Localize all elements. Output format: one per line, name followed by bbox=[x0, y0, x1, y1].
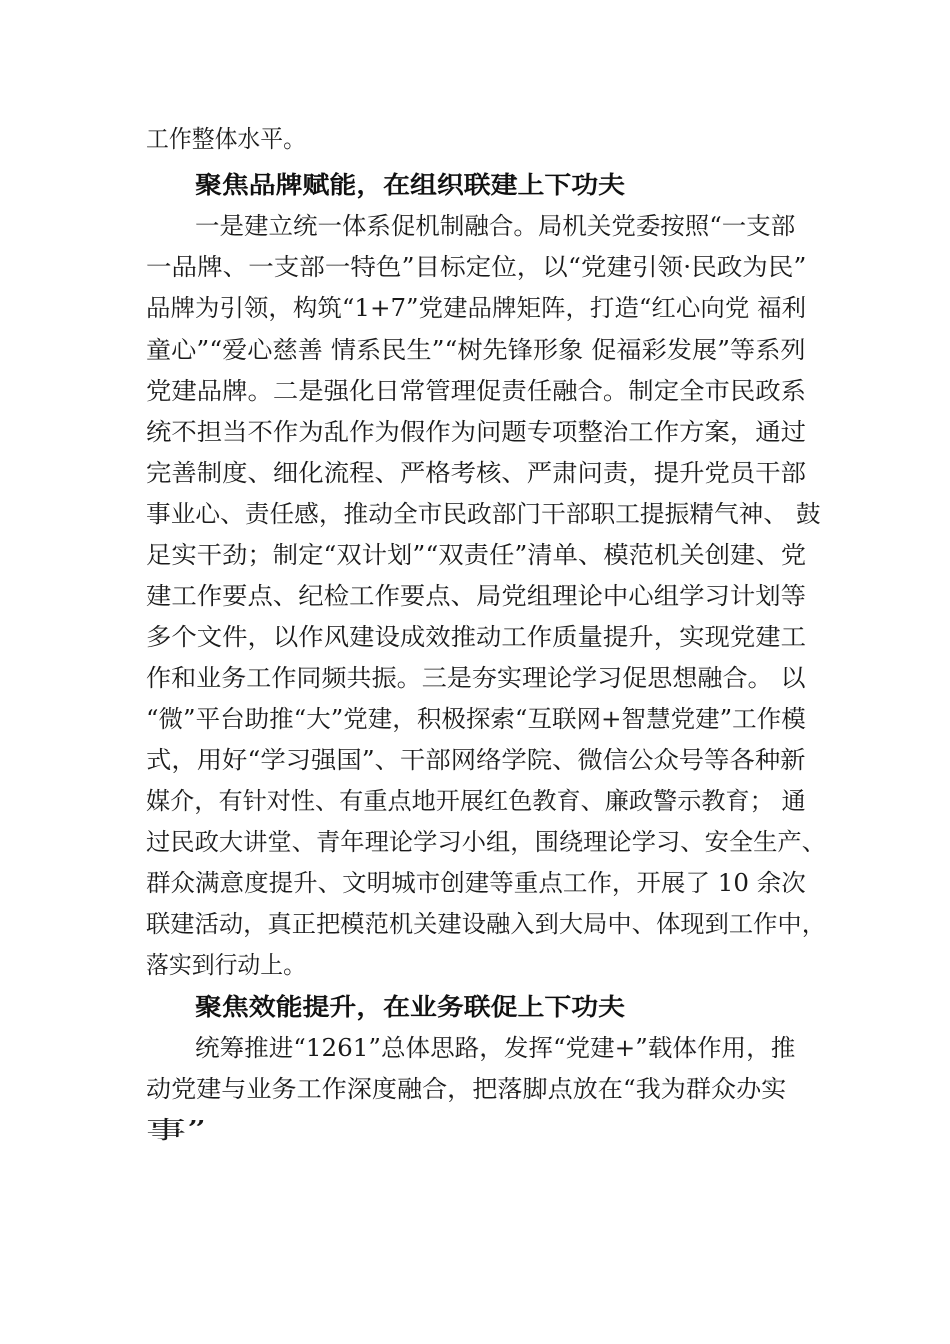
body-text-line: 事业心、责任感，推动全市民政部门干部职工提振精气神、 鼓 bbox=[146, 500, 821, 528]
body-text-line: 统不担当不作为乱作为假作为问题专项整治工作方案，通过 bbox=[146, 418, 806, 446]
body-text-line: 动党建与业务工作深度融合，把落脚点放在“我为群众办实 bbox=[146, 1075, 787, 1103]
body-text-line: 式，用好“学习强国”、干部网络学院、微信公众号等各种新 bbox=[146, 746, 806, 774]
body-text-line: 落实到行动上。 bbox=[146, 951, 306, 979]
body-text-line: 作和业务工作同频共振。三是夯实理论学习促思想融合。 以 bbox=[146, 664, 806, 692]
section-heading: 聚焦品牌赋能，在组织联建上下功夫 bbox=[195, 171, 625, 199]
body-text-line: 群众满意度提升、文明城市创建等重点工作，开展了 10 余次 bbox=[146, 869, 806, 897]
body-text-line: “微”平台助推“大”党建，积极探索“互联网+智慧党建”工作模 bbox=[146, 705, 806, 733]
body-text-line: 工作整体水平。 bbox=[146, 125, 306, 153]
body-text-line: 一品牌、一支部一特色”目标定位，以“党建引领·民政为民” bbox=[146, 253, 807, 281]
body-text-line: 建工作要点、纪检工作要点、局党组理论中心组学习计划等 bbox=[146, 582, 806, 610]
body-text-line: 过民政大讲堂、青年理论学习小组，围绕理论学习、安全生产、 bbox=[146, 828, 826, 856]
body-text-line: 童心”“爱心慈善 情系民生”“树先锋形象 促福彩发展”等系列 bbox=[146, 336, 806, 364]
body-text-line: 事” bbox=[146, 1116, 207, 1144]
body-text-line: 多个文件，以作风建设成效推动工作质量提升，实现党建工 bbox=[146, 623, 806, 651]
body-text-line: 统筹推进“1261”总体思路，发挥“党建+”载体作用，推 bbox=[195, 1034, 796, 1062]
section-heading: 聚焦效能提升，在业务联促上下功夫 bbox=[195, 993, 625, 1021]
body-text-line: 党建品牌。二是强化日常管理促责任融合。制定全市民政系 bbox=[146, 377, 806, 405]
body-text-line: 足实干劲；制定“双计划”“双责任”清单、模范机关创建、党 bbox=[146, 541, 807, 569]
body-text-line: 一是建立统一体系促机制融合。局机关党委按照“一支部 bbox=[195, 212, 796, 240]
body-text-line: 完善制度、细化流程、严格考核、严肃问责，提升党员干部 bbox=[146, 459, 806, 487]
body-text-line: 品牌为引领，构筑“1+7”党建品牌矩阵，打造“红心向党 福利 bbox=[146, 294, 807, 322]
body-text-line: 媒介，有针对性、有重点地开展红色教育、廉政警示教育； 通 bbox=[146, 787, 806, 815]
body-text-line: 联建活动，真正把模范机关建设融入到大局中、体现到工作中， bbox=[146, 910, 826, 938]
